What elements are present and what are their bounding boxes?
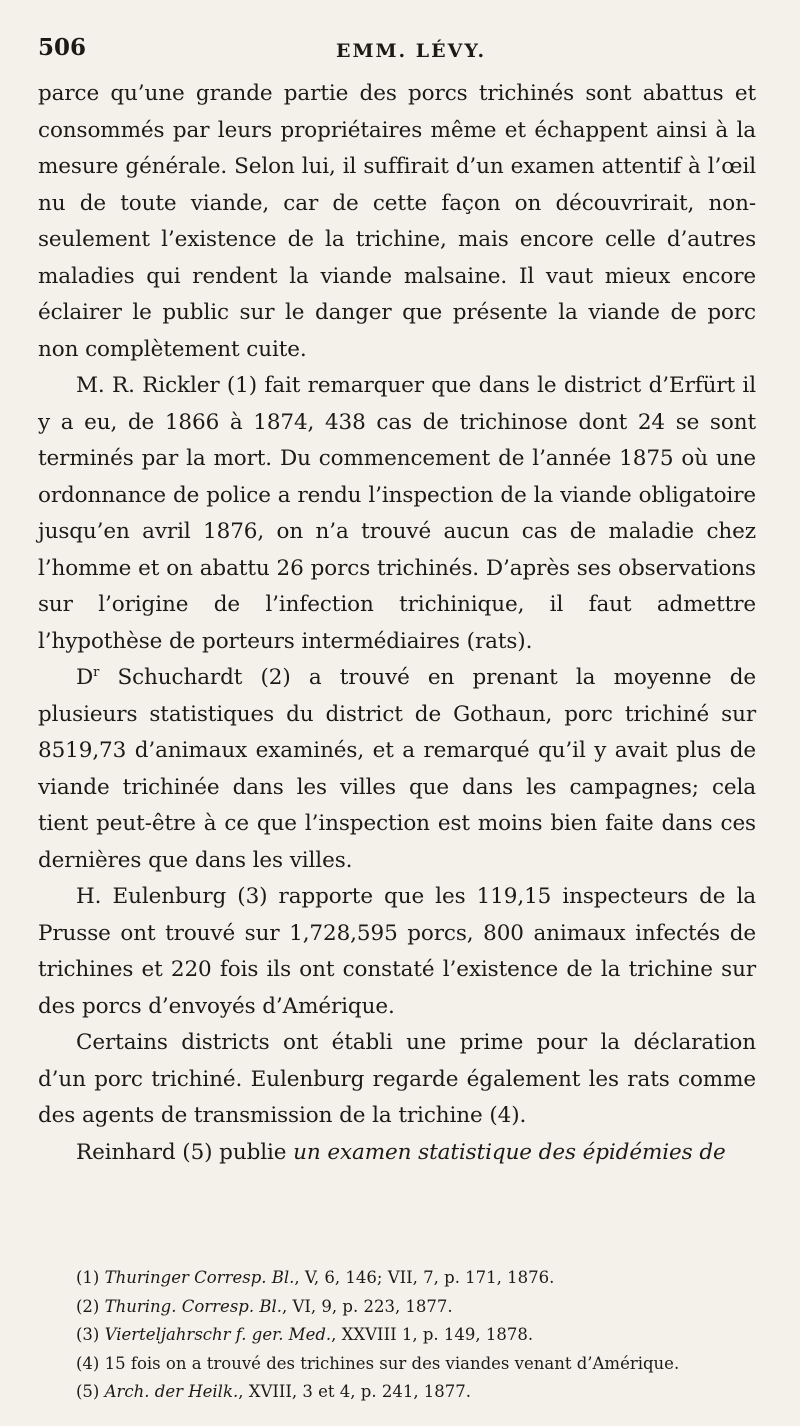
paragraph-6-italic: un examen statistique des épidémies de (293, 1139, 726, 1165)
paragraph-3-text: Schuchardt (2) a trouvé en prenant la moyenne de plusieurs statistiques du district de Gothaun, porc trichiné sur 8519,73 d’animaux examinés, et a remarqué qu’il y avait plus de viande trichinée dans les villes que dans les campagnes; cela tient peut-être à ce que l’inspection est moins bien faite dans ces dernières que dans les villes. (38, 665, 756, 873)
page-header (38, 34, 756, 70)
running-head: EMM. LÉVY. (336, 40, 487, 62)
footnote-5 (76, 1378, 766, 1407)
paragraph-5: Certains districts ont établi une prime pour la déclaration d’un porc trichiné. Eulenburg regarde également les rats comme des agents de transmission de la trichine (4). (38, 1030, 756, 1128)
footnote-source: Thuringer Corresp. Bl. (104, 1268, 295, 1287)
footnote-text: 15 fois on a trouvé des trichines sur des viandes venant d’Amérique. (104, 1353, 680, 1373)
footnote-4 (76, 1350, 766, 1379)
footnote-number: (1) (76, 1268, 100, 1287)
page-number: 506 (38, 34, 87, 61)
paragraph-6-text: Reinhard (5) publie (76, 1139, 294, 1165)
body-text (38, 76, 756, 1171)
footnote-3 (76, 1321, 766, 1350)
footnote-reference: , XVIII, 3 et 4, p. 241, 1877. (238, 1382, 472, 1401)
paragraph-4: H. Eulenburg (3) rapporte que les 119,15 inspecteurs de la Prusse ont trouvé sur 1,728,595 porcs, 800 animaux infectés de trichines et 220 fois ils ont constaté l’existence de la trichine sur des porcs d’envoyés d’Amérique. (38, 884, 756, 1019)
footnote-source: Arch. der Heilk. (104, 1382, 239, 1401)
footnote-1 (76, 1264, 766, 1293)
footnote-reference: , XXVIII 1, p. 149, 1878. (331, 1325, 534, 1344)
paragraph-3-lead: D (76, 665, 94, 690)
footnote-source: Thuring. Corresp. Bl. (104, 1296, 282, 1316)
paragraph-3 (38, 660, 756, 879)
footnote-number: (2) (76, 1296, 100, 1316)
paragraph-2: M. R. Rickler (1) fait remarquer que dans le district d’Erfürt il y a eu, de 1866 à 1874, 438 cas de trichinose dont 24 se sont terminés par la mort. Du commencement de l’année 1875 où une ordonnance de police a rendu l’inspection de la viande obligatoire jusqu’en avril 1876, on n’a trouvé aucun cas de maladie chez l’homme et on abattu 26 porcs trichinés. D’après ses observations sur l’origine de l’infection trichinique, il faut admettre l’hypothèse de porteurs intermédiaires (rats). (38, 373, 756, 654)
footnote-number: (4) (76, 1353, 100, 1373)
footnote-number: (3) (76, 1325, 100, 1344)
paragraph-1: parce qu’une grande partie des porcs trichinés sont abattus et consommés par leurs propriétaires même et échappent ainsi à la mesure générale. Selon lui, il suffirait d’un examen attentif à l’œil nu de toute viande, car de cette façon on découvrirait, non-seulement l’existence de la trichine, mais encore celle d’autres maladies qui rendent la viande malsaine. Il vaut mieux encore éclairer le public sur le danger que présente la viande de porc non complètement cuite. (38, 81, 756, 362)
paragraph-6 (38, 1135, 756, 1172)
paragraph-3-superscript: r (93, 664, 100, 680)
footnote-reference: , VI, 9, p. 223, 1877. (282, 1296, 453, 1316)
footnote-2 (76, 1293, 766, 1322)
footnote-number: (5) (76, 1382, 100, 1401)
footnotes (76, 1264, 766, 1407)
footnote-reference: , V, 6, 146; VII, 7, p. 171, 1876. (294, 1268, 555, 1287)
footnote-source: Vierteljahrschr f. ger. Med. (104, 1325, 332, 1344)
